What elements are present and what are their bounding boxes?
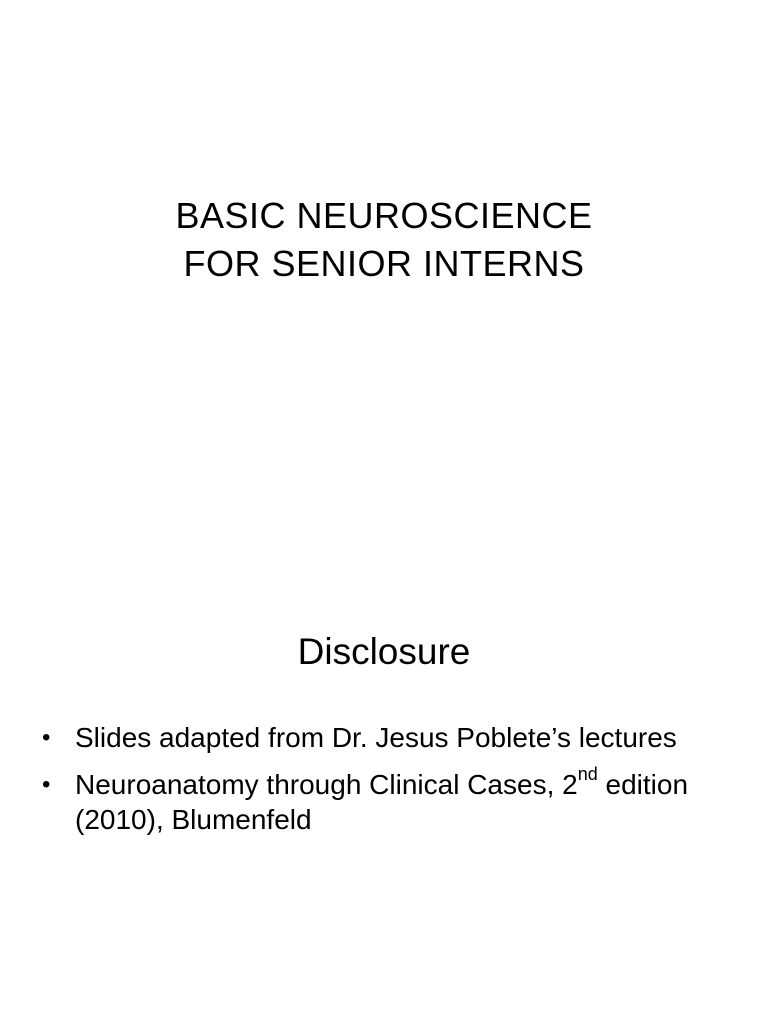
list-item xyxy=(40,764,730,837)
bullet-list xyxy=(40,720,730,849)
bullet-text: Slides adapted from Dr. Jesus Poblete’s lectures xyxy=(75,722,677,753)
slide-title xyxy=(0,192,768,288)
title-line-2: FOR SENIOR INTERNS xyxy=(183,243,585,284)
bullet-text-after-superscript: edition (2010), Blumenfeld xyxy=(75,769,689,835)
bullet-icon: • xyxy=(42,771,51,798)
bullet-text-before-superscript: Neuroanatomy through Clinical Cases, 2 xyxy=(75,769,578,800)
list-item xyxy=(40,720,730,755)
ordinal-superscript: nd xyxy=(577,764,598,784)
title-line-1: BASIC NEUROSCIENCE xyxy=(175,195,593,236)
disclosure-title: Disclosure xyxy=(297,631,471,672)
bullet-icon: • xyxy=(42,724,51,751)
disclosure-slide xyxy=(0,512,768,1024)
